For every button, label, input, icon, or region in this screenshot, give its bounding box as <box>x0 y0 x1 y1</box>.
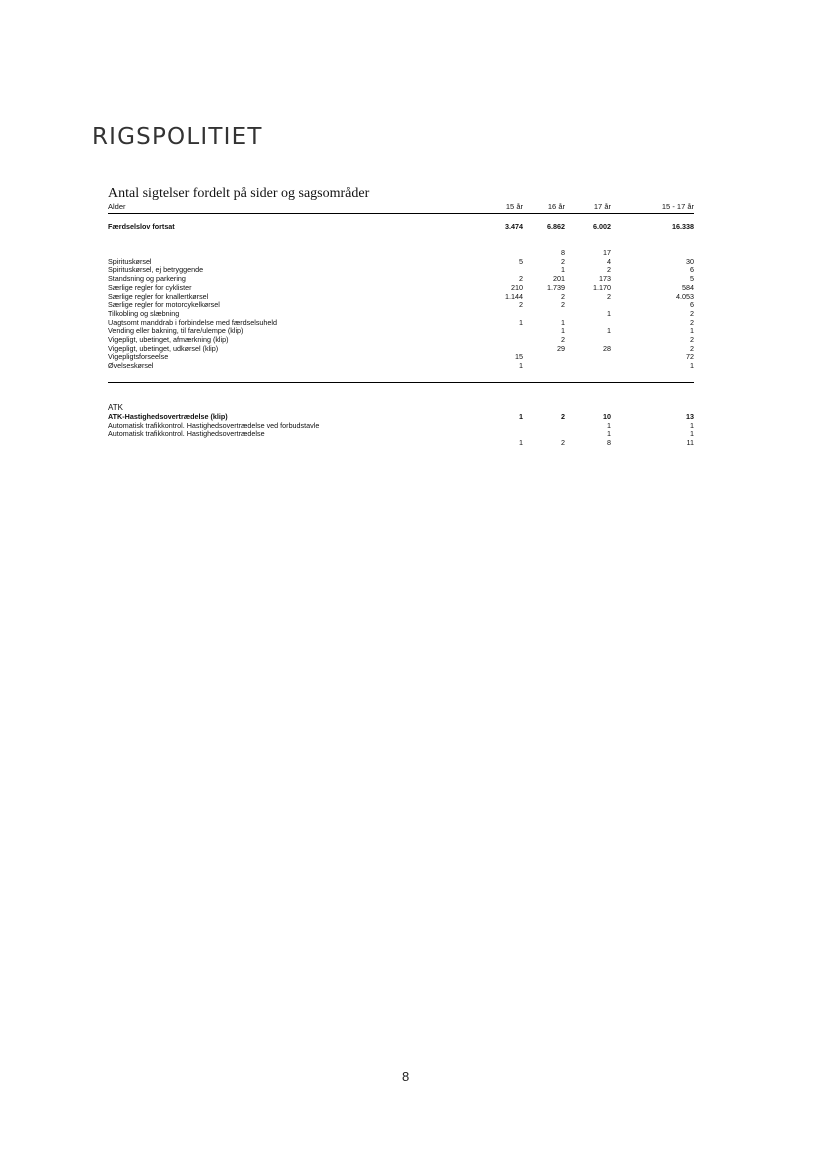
row-label: Vending eller bakning, til fare/ulempe (klip) <box>108 326 244 336</box>
cell-15: 1 <box>519 412 523 421</box>
header-label: Alder <box>108 202 126 211</box>
header-col-15: 15 år <box>505 202 523 211</box>
table-row <box>108 421 694 430</box>
cell-17: 17 <box>603 248 611 257</box>
row-label: Tilkobling og slæbning <box>108 308 180 318</box>
row-label: Vigepligt, ubetinget, afmærkning (klip) <box>108 335 229 344</box>
row-label: Øvelseskørsel <box>108 361 154 371</box>
cell-total: 6 <box>690 265 694 275</box>
section2-heading <box>108 403 694 412</box>
cell-15: 2 <box>519 300 523 310</box>
cell-16: 1.739 <box>547 282 565 292</box>
row-label: ATK-Hastighedsovertrædelse (klip) <box>108 412 228 421</box>
cell-total: 30 <box>686 256 694 266</box>
cell-total: 2 <box>690 335 694 344</box>
section1-total-row <box>108 222 694 231</box>
table-row <box>108 412 694 421</box>
table-row <box>108 361 694 370</box>
cell-17: 28 <box>603 343 611 353</box>
cell-total: 5 <box>690 274 694 284</box>
table-row <box>108 248 694 257</box>
cell-16: 6.862 <box>547 222 565 231</box>
cell-15: 210 <box>511 282 523 292</box>
cell-15: 3.474 <box>505 222 523 231</box>
table-row <box>108 300 694 309</box>
cell-17: 1 <box>607 429 611 439</box>
cell-total: 16.338 <box>672 222 694 231</box>
cell-16: 2 <box>561 412 565 421</box>
table-row <box>108 274 694 283</box>
cell-15: 1 <box>519 361 523 371</box>
cell-17: 1.170 <box>593 282 611 292</box>
section-divider <box>108 382 694 383</box>
rigspolitiet-logo: RIGSPOLITIET <box>92 124 263 150</box>
row-label: Spirituskørsel, ej betryggende <box>108 265 204 275</box>
table-header <box>108 202 694 214</box>
cell-total: 4.053 <box>676 291 694 301</box>
cell-16: 1 <box>561 326 565 336</box>
table-row <box>108 292 694 301</box>
row-label: Spirituskørsel <box>108 256 152 266</box>
cell-15: 1.144 <box>505 291 523 301</box>
table-row <box>108 318 694 327</box>
cell-15: 5 <box>519 256 523 266</box>
cell-16: 201 <box>553 274 565 284</box>
row-label: Automatisk trafikkontrol. Hastighedsovertrædelse <box>108 429 265 439</box>
cell-17: 1 <box>607 308 611 318</box>
cell-17: 1 <box>607 326 611 336</box>
cell-16: 8 <box>561 248 565 257</box>
cell-total: 6 <box>690 300 694 310</box>
table-row <box>108 352 694 361</box>
row-label: Uagtsomt manddrab i forbindelse med færdselsuheld <box>108 317 277 327</box>
cell-total: 11 <box>686 438 694 448</box>
table-row <box>108 438 694 447</box>
cell-16: 2 <box>561 291 565 301</box>
row-label: Vigepligt, ubetinget, udkørsel (klip) <box>108 343 219 353</box>
cell-total: 1 <box>690 326 694 336</box>
cell-15: 1 <box>519 317 523 327</box>
cell-total: 1 <box>690 361 694 371</box>
header-col-total: 15 - 17 år <box>661 202 694 211</box>
page-number: 8 <box>402 1069 410 1084</box>
atk-heading: ATK <box>108 403 123 412</box>
table-row <box>108 326 694 335</box>
cell-16: 29 <box>557 343 565 353</box>
table-title: Antal sigtelser fordelt på sider og sagsområder <box>108 186 370 201</box>
cell-16: 2 <box>561 438 565 448</box>
table-row <box>108 283 694 292</box>
cell-16: 1 <box>561 265 565 275</box>
row-label: Automatisk trafikkontrol. Hastighedsovertrædelse ved forbudstavle <box>108 420 320 430</box>
cell-total: 1 <box>690 429 694 439</box>
cell-total: 584 <box>682 282 694 292</box>
cell-17: 6.002 <box>593 222 611 231</box>
row-label: Særlige regler for cyklister <box>108 282 192 292</box>
cell-16: 2 <box>561 300 565 310</box>
row-label: Vigepligtsforseelse <box>108 352 169 362</box>
table-row <box>108 309 694 318</box>
cell-15: 1 <box>519 438 523 448</box>
cell-17: 1 <box>607 420 611 430</box>
table-row <box>108 265 694 274</box>
cell-total: 2 <box>690 317 694 327</box>
cell-total: 1 <box>690 420 694 430</box>
cell-total: 2 <box>690 343 694 353</box>
cell-16: 2 <box>561 256 565 266</box>
cell-17: 2 <box>607 265 611 275</box>
table-row <box>108 429 694 438</box>
cell-16: 1 <box>561 317 565 327</box>
header-col-16: 16 år <box>547 202 565 211</box>
table-row <box>108 335 694 344</box>
cell-15: 15 <box>515 352 523 362</box>
cell-17: 10 <box>603 412 611 421</box>
cell-16: 2 <box>561 335 565 344</box>
cell-17: 4 <box>607 256 611 266</box>
cell-17: 2 <box>607 291 611 301</box>
cell-17: 8 <box>607 438 611 448</box>
row-label: Særlige regler for motorcykelkørsel <box>108 300 220 310</box>
cell-15: 2 <box>519 274 523 284</box>
row-label: Standsning og parkering <box>108 274 186 284</box>
row-label: Færdselslov fortsat <box>108 222 175 231</box>
cell-17: 173 <box>599 274 611 284</box>
cell-total: 72 <box>686 352 694 362</box>
table-row <box>108 344 694 353</box>
cell-total: 2 <box>690 308 694 318</box>
table-row <box>108 257 694 266</box>
cell-total: 13 <box>686 412 694 421</box>
row-label: Særlige regler for knallertkørsel <box>108 291 209 301</box>
header-col-17: 17 år <box>593 202 611 211</box>
